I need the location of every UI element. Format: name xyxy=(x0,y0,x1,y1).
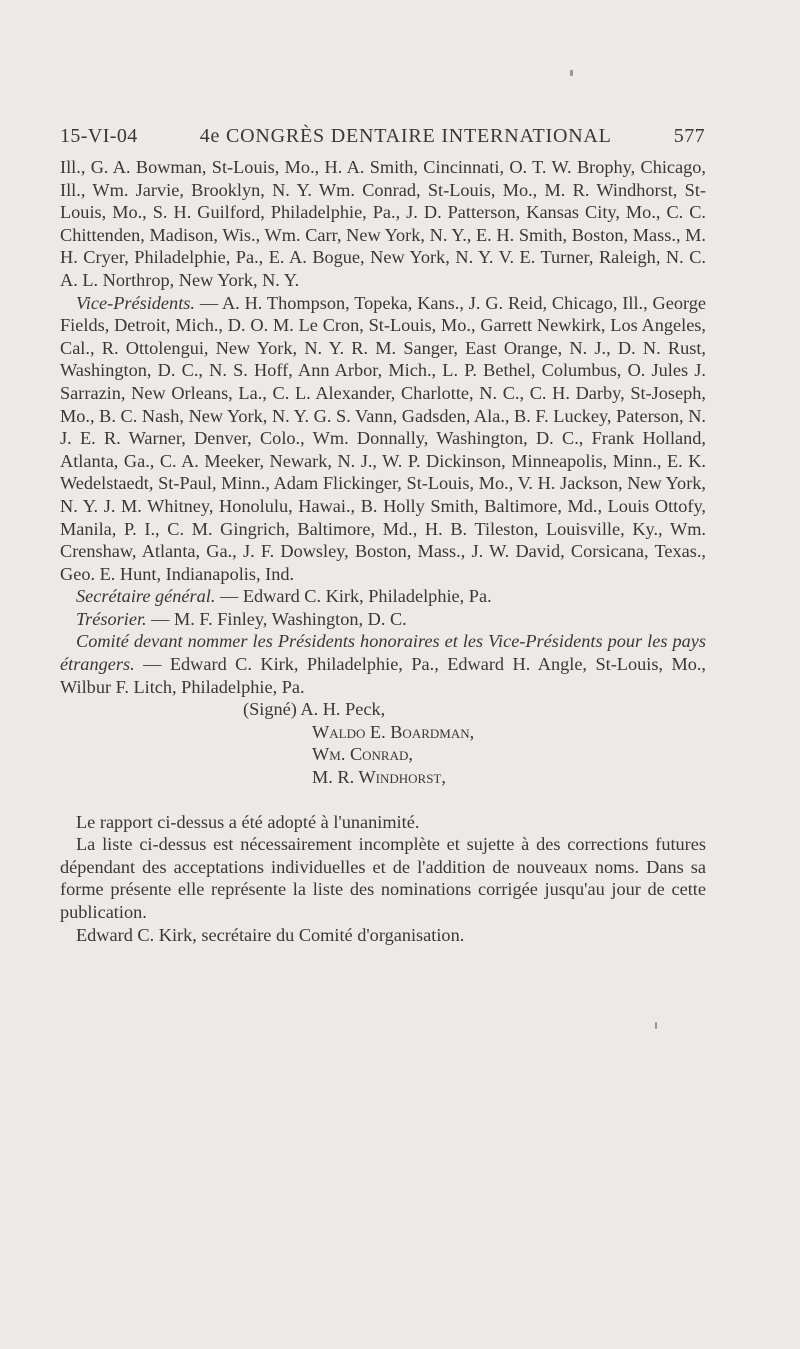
signature-name: Waldo E. Boardman, xyxy=(312,721,475,742)
committee-paragraph xyxy=(60,630,706,698)
secretary-general-paragraph xyxy=(60,585,706,608)
page-number: 577 xyxy=(673,125,705,147)
vice-presidents-paragraph xyxy=(60,292,706,586)
signed-line: (Signé) A. H. Peck, xyxy=(243,699,386,720)
header-date: 15-VI-04 xyxy=(60,125,138,147)
page-body xyxy=(60,156,706,946)
running-header xyxy=(60,125,705,148)
signature-block xyxy=(60,698,706,788)
secretary-general-label: Secrétaire général. xyxy=(76,586,216,607)
committee-members: — Edward C. Kirk, Philadelphie, Pa., Edward H. Angle, St-Louis, Mo., Wilbur F. Litch, Philadelphie, Pa. xyxy=(60,654,706,697)
vice-presidents-list: — A. H. Thompson, Topeka, Kans., J. G. Reid, Chicago, Ill., George Fields, Detroit, Mich., D. O. M. Le Cron, St-Louis, Mo., Garrett Newkirk, Los Angeles, Cal., R. Ottolengui, New York, N. Y. R. M. Sanger, East Orange, N. J., D. N. Rust, Washington, D. C., N. S. Hoff, Ann Arbor, Mich., L. P. Bethel, Columbus, O. Jules J. Sarrazin, New Orleans, La., C. L. Alexander, Charlotte, N. C., C. H. Darby, St-Joseph, Mo., B. C. Nash, New York, N. Y. G. S. Vann, Gadsden, Ala., B. F. Luckey, Paterson, N. J. E. R. Warner, Denver, Colo., Wm. Donnally, Washington, D. C., Frank Holland, Atlanta, Ga., C. A. Meeker, Newark, N. J., W. P. Dickinson, Minneapolis, Minn., E. K. Wedelstaedt, St-Paul, Minn., Adam Flickinger, St-Louis, Mo., V. H. Jackson, New York, N. Y. J. M. Whitney, Honolulu, Hawai., B. Holly Smith, Baltimore, Md., Louis Ottofy, Manila, P. I., C. M. Gingrich, Baltimore, Md., H. B. Tileston, Louisville, Ky., Wm. Crenshaw, Atlanta, Ga., J. F. Dowsley, Boston, Mass., J. W. David, Corsicana, Texas., Geo. E. Hunt, Indianapolis, Ind. xyxy=(60,292,706,584)
treasurer-label: Trésorier. xyxy=(76,608,147,629)
adoption-paragraph: Le rapport ci-dessus a été adopté à l'unanimité. xyxy=(76,811,420,832)
signature-name: M. R. Windhorst, xyxy=(312,767,446,788)
presidents-continued: Ill., G. A. Bowman, St-Louis, Mo., H. A. Smith, Cincinnati, O. T. W. Brophy, Chicago, Ill., Wm. Jarvie, Brooklyn, N. Y. Wm. Conrad, St-Louis, Mo., M. R. Windhorst, St-Louis, Mo., S. H. Guilford, Philadelphie, Pa., J. D. Patterson, Kansas City, Mo., C. C. Chittenden, Madison, Wis., Wm. Carr, New York, N. Y., E. H. Smith, Boston, Mass., M. H. Cryer, Philadelphie, Pa., E. A. Bogue, New York, N. Y. V. E. Turner, Raleigh, N. C. A. L. Northrop, New York, N. Y. xyxy=(60,157,706,290)
treasurer-paragraph xyxy=(60,608,706,631)
vice-presidents-label: Vice-Présidents. xyxy=(76,292,195,313)
section-gap xyxy=(60,789,706,811)
secretary-signoff: Edward C. Kirk, secrétaire du Comité d'organisation. xyxy=(76,924,465,945)
signature-name: Wm. Conrad, xyxy=(312,744,413,765)
header-title: 4e CONGRÈS DENTAIRE INTERNATIONAL xyxy=(199,125,612,147)
committee-label: Comité devant nommer les Présidents honoraires et les Vice-Présidents pour les pays étrangers. xyxy=(60,631,706,675)
list-note-paragraph: La liste ci-dessus est nécessairement incomplète et sujette à des corrections futures dépendant des acceptations individuelles et de l'addition de nouveaux noms. Dans sa forme présente elle représente la liste des nominations corrigée jusqu'au jour de cette publication. xyxy=(60,834,706,922)
paper-speck xyxy=(570,70,573,76)
paper-speck xyxy=(655,1022,657,1029)
secretary-general-name: — Edward C. Kirk, Philadelphie, Pa. xyxy=(215,586,492,607)
treasurer-name: — M. F. Finley, Washington, D. C. xyxy=(146,608,407,629)
